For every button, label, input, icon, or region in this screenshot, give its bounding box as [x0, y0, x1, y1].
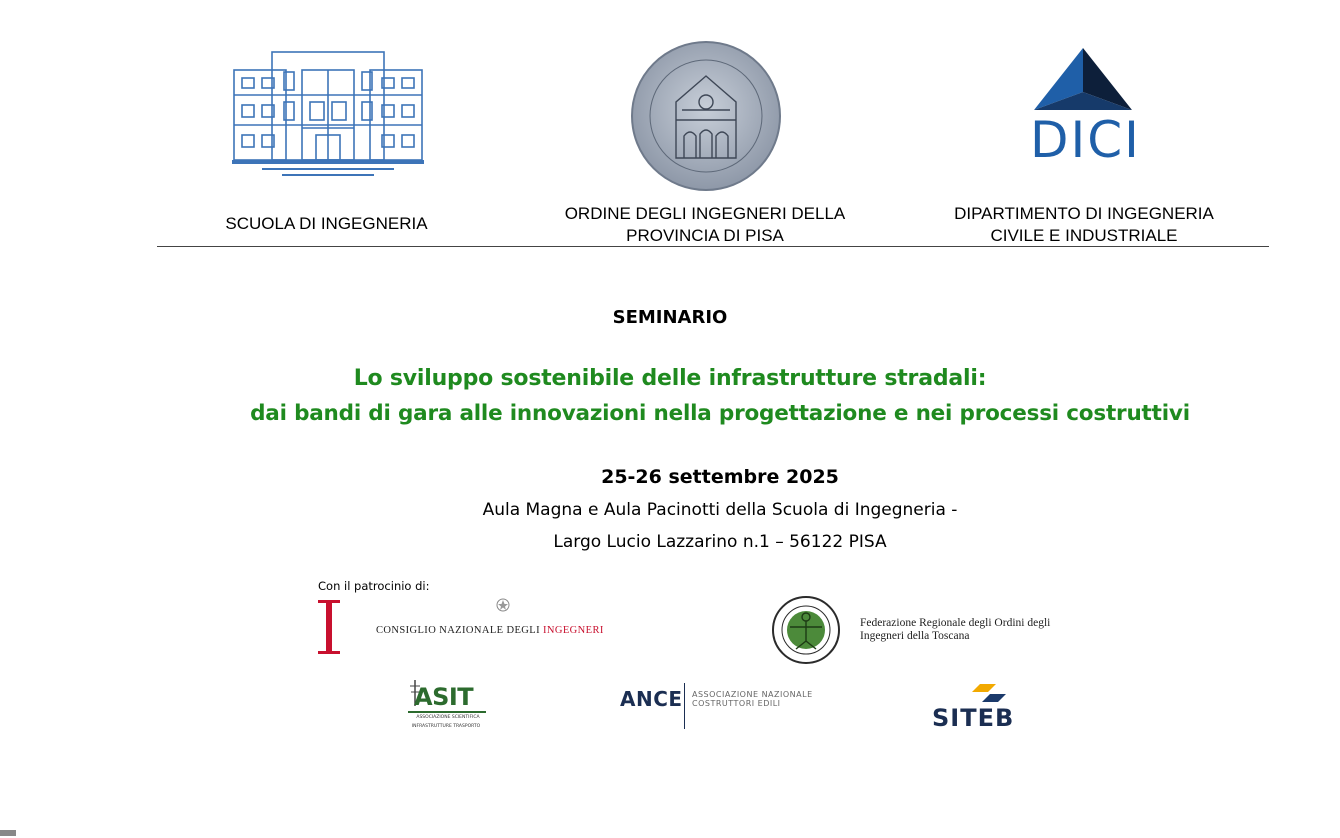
federazione-name-line1: Federazione Regionale degli Ordini degli	[860, 617, 1051, 629]
ance-sub	[692, 690, 813, 708]
event-kind: SEMINARIO	[612, 307, 728, 328]
cni-name	[376, 625, 604, 636]
asit-sub2: INFRASTRUTTURE TRASPORTO	[411, 724, 481, 729]
federazione-name-line2: Ingegneri della Toscana	[860, 630, 970, 642]
dici-label	[895, 203, 1273, 247]
ance-logo	[616, 683, 836, 731]
ordine-label-line1: ORDINE DEGLI INGEGNERI DELLA	[564, 204, 846, 223]
event-venue-line2: Largo Lucio Lazzarino n.1 – 56122 PISA	[553, 532, 887, 552]
siteb-logo	[930, 682, 1046, 734]
event-date: 25-26 settembre 2025	[601, 466, 839, 488]
seal-icon	[630, 40, 782, 192]
ordine-seal-logo	[630, 40, 782, 192]
dici-logo-text: DICI	[1030, 111, 1141, 169]
cni-name-a: CONSIGLIO NAZIONALE DEGLI	[376, 625, 543, 636]
siteb-logo-text: SITEB	[932, 704, 1015, 732]
ance-logo-text: ANCE	[620, 687, 683, 711]
ance-divider	[684, 683, 685, 729]
asit-logo-text: ASIT	[414, 683, 474, 711]
building-icon	[232, 50, 424, 185]
patronage-label: Con il patrocinio di:	[318, 579, 430, 593]
cni-name-b: INGEGNERI	[543, 625, 604, 636]
scuola-logo	[232, 50, 424, 185]
dici-label-line2: CIVILE E INDUSTRIALE	[990, 226, 1178, 245]
asit-underline	[408, 711, 486, 713]
asit-sub1: ASSOCIAZIONE SCIENTIFICA	[416, 715, 480, 720]
page-corner-mark	[0, 830, 16, 836]
header-divider	[157, 246, 1269, 247]
event-venue-line1: Aula Magna e Aula Pacinotti della Scuola di Ingegneria -	[482, 500, 958, 520]
ance-sub1: ASSOCIAZIONE NAZIONALE	[692, 690, 813, 699]
ance-sub2: COSTRUTTORI EDILI	[692, 699, 781, 708]
dici-logo	[1030, 48, 1140, 170]
dici-label-line1: DIPARTIMENTO DI INGEGNERIA	[954, 204, 1214, 223]
scuola-label: SCUOLA DI INGEGNERIA	[225, 214, 428, 233]
event-title-line1: Lo sviluppo sostenibile delle infrastrutture stradali:	[353, 366, 987, 391]
federazione-logo	[766, 595, 846, 665]
emblem-icon	[496, 598, 510, 617]
ordine-label-line2: PROVINCIA DI PISA	[626, 226, 784, 245]
federazione-name	[860, 617, 1050, 643]
event-title-line2: dai bandi di gara alle innovazioni nella progettazione e nei processi costruttivi	[250, 401, 1190, 426]
vitruvian-seal-icon	[766, 595, 846, 665]
cni-logo	[316, 598, 646, 658]
asit-logo	[404, 680, 488, 732]
ordine-label	[515, 203, 895, 247]
cni-red-bar-icon	[316, 598, 342, 656]
